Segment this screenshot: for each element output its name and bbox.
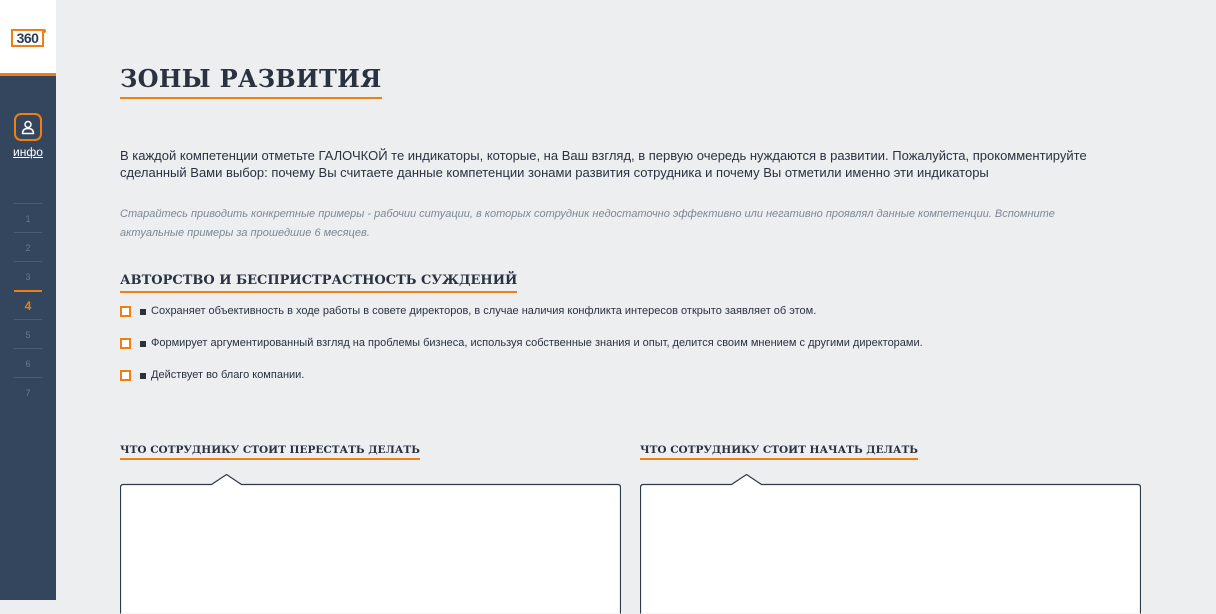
step-list: [14, 203, 42, 406]
start-doing-title: ЧТО СОТРУДНИКУ СТОИТ НАЧАТЬ ДЕЛАТЬ: [640, 444, 918, 460]
indicator-checkbox[interactable]: [120, 306, 131, 317]
user-icon: [20, 119, 36, 135]
bullet-square-icon: [140, 309, 146, 315]
hint-text: Старайтесь приводить конкретные примеры - рабочии ситуации, в которых сотрудник недостаточно эффективно или негативно проявлял данные компетенции. Вспомните актуальные примеры за прошедшие 6 месяцев.: [120, 208, 1055, 239]
indicator-text: Формирует аргументированный взгляд на проблемы бизнеса, используя собственные знания и опыт, делится своим мнением с другими директорами.: [151, 337, 923, 349]
logo-trademark-dot: [42, 29, 46, 33]
step-5[interactable]: 5: [14, 319, 42, 348]
step-2[interactable]: 2: [14, 232, 42, 261]
start-doing-textarea[interactable]: [640, 474, 1141, 614]
step-4-active[interactable]: 4: [14, 290, 42, 319]
bullet-square-icon: [140, 373, 146, 379]
logo: 360: [11, 29, 44, 47]
step-1[interactable]: 1: [14, 203, 42, 232]
indicator-item: [120, 368, 923, 400]
indicator-checkbox[interactable]: [120, 370, 131, 381]
indicator-item: [120, 304, 923, 336]
step-6[interactable]: 6: [14, 348, 42, 377]
competency-title: АВТОРСТВО И БЕСПРИСТРАСТНОСТЬ СУЖДЕНИЙ: [120, 273, 517, 293]
bullet-square-icon: [140, 341, 146, 347]
sidebar: [0, 0, 56, 600]
indicator-list: [120, 304, 923, 400]
indicator-text: Действует во благо компании.: [151, 369, 305, 381]
indicator-checkbox[interactable]: [120, 338, 131, 349]
step-7[interactable]: 7: [14, 377, 42, 406]
step-3[interactable]: 3: [14, 261, 42, 290]
info-link[interactable]: инфо: [13, 145, 43, 159]
logo-area: [0, 0, 56, 76]
intro-text: В каждой компетенции отметьте ГАЛОЧКОЙ те индикаторы, которые, на Ваш взгляд, в первую очередь нуждаются в развитии. Пожалуйста, прокомментируйте сделанный Вами выбор: почему Вы считаете данные компетенции зонами развития сотрудника и почему Вы отметили именно эти индикаторы: [120, 148, 1087, 180]
stop-doing-title: ЧТО СОТРУДНИКУ СТОИТ ПЕРЕСТАТЬ ДЕЛАТЬ: [120, 444, 420, 460]
main-content: [56, 0, 1216, 600]
page-title: ЗОНЫ РАЗВИТИЯ: [120, 64, 382, 99]
indicator-text: Сохраняет объективность в ходе работы в совете директоров, в случае наличия конфликта интересов открыто заявляет об этом.: [151, 305, 817, 317]
stop-doing-textarea[interactable]: [120, 474, 621, 614]
indicator-item: [120, 336, 923, 368]
info-button[interactable]: [14, 113, 42, 141]
